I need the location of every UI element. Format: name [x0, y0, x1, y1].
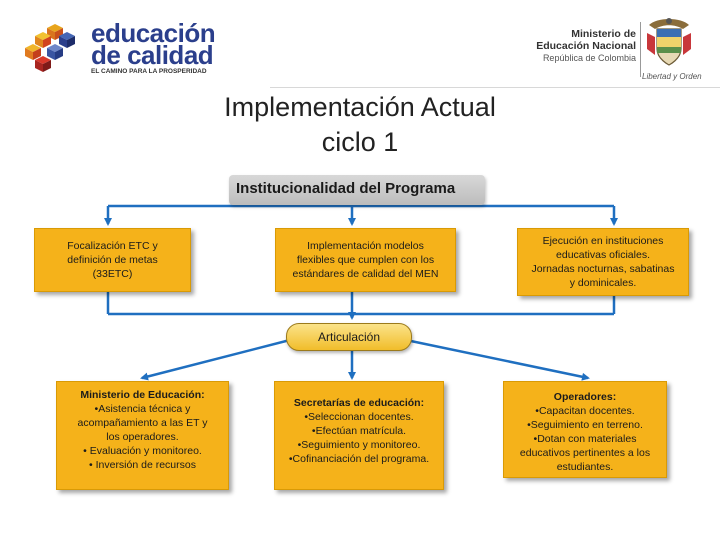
program-label: Institucionalidad del Programa — [236, 180, 456, 197]
box-text: • Evaluación y monitoreo. — [83, 445, 202, 457]
box-text: acompañamiento a las ET y — [77, 417, 208, 429]
box-heading: Secretarías de educación: — [293, 397, 425, 409]
box-text: definición de metas — [67, 254, 158, 266]
ministry-line2: Educación Nacional — [536, 40, 636, 52]
box-text: los operadores. — [106, 431, 179, 443]
box-secretarias — [274, 381, 444, 490]
box-text: educativos pertinentes a los — [519, 447, 651, 459]
logo-tagline: EL CAMINO PARA LA PROSPERIDAD — [91, 68, 207, 75]
ministry-line1: Ministerio de — [571, 28, 636, 40]
box-text: educativas oficiales. — [556, 249, 650, 261]
box-focalizacion — [34, 228, 191, 292]
box-text: •Seguimiento en terreno. — [527, 419, 643, 431]
box-heading: Operadores: — [553, 391, 617, 403]
articulation-pill: Articulación — [286, 323, 412, 351]
box-text: Ejecución en instituciones — [542, 235, 664, 247]
box-text: estudiantes. — [556, 461, 614, 473]
title-line2: ciclo 1 — [321, 127, 399, 157]
box-heading: Ministerio de Educación: — [80, 389, 205, 401]
box-text: Implementación modelos — [307, 240, 424, 252]
box-text: •Asistencia técnica y — [94, 403, 191, 415]
box-text: flexibles que cumplen con los — [296, 254, 435, 266]
motto-text: Libertad y Orden — [642, 72, 702, 81]
box-ministerio — [56, 381, 229, 490]
logo-word-educacion: educación — [91, 18, 216, 48]
arrow-to-box6 — [406, 340, 588, 378]
box-text: •Seguimiento y monitoreo. — [297, 439, 421, 451]
box-text: • Inversión de recursos — [89, 459, 196, 471]
box-text: (33ETC) — [92, 268, 133, 280]
box-text: estándares de calidad del MEN — [292, 268, 439, 280]
box-text: •Dotan con materiales — [533, 433, 637, 445]
logo-word-de-calidad: de calidad — [91, 40, 214, 70]
box-implementacion — [275, 228, 456, 292]
box-operadores — [503, 381, 667, 478]
box-text: Jornadas nocturnas, sabatinas — [531, 263, 675, 275]
arrow-to-box4 — [142, 340, 290, 378]
box-text: Focalización ETC y — [67, 240, 158, 252]
box-text: •Seleccionan docentes. — [304, 411, 414, 423]
box-text: •Efectúan matrícula. — [311, 425, 407, 437]
ministry-line3: República de Colombia — [542, 53, 636, 63]
box-text: y dominicales. — [569, 277, 637, 289]
box-text: •Capacitan docentes. — [535, 405, 635, 417]
box-ejecucion — [517, 228, 689, 296]
box-text: •Cofinanciación del programa. — [288, 453, 430, 465]
title-line1: Implementación Actual — [224, 92, 496, 122]
